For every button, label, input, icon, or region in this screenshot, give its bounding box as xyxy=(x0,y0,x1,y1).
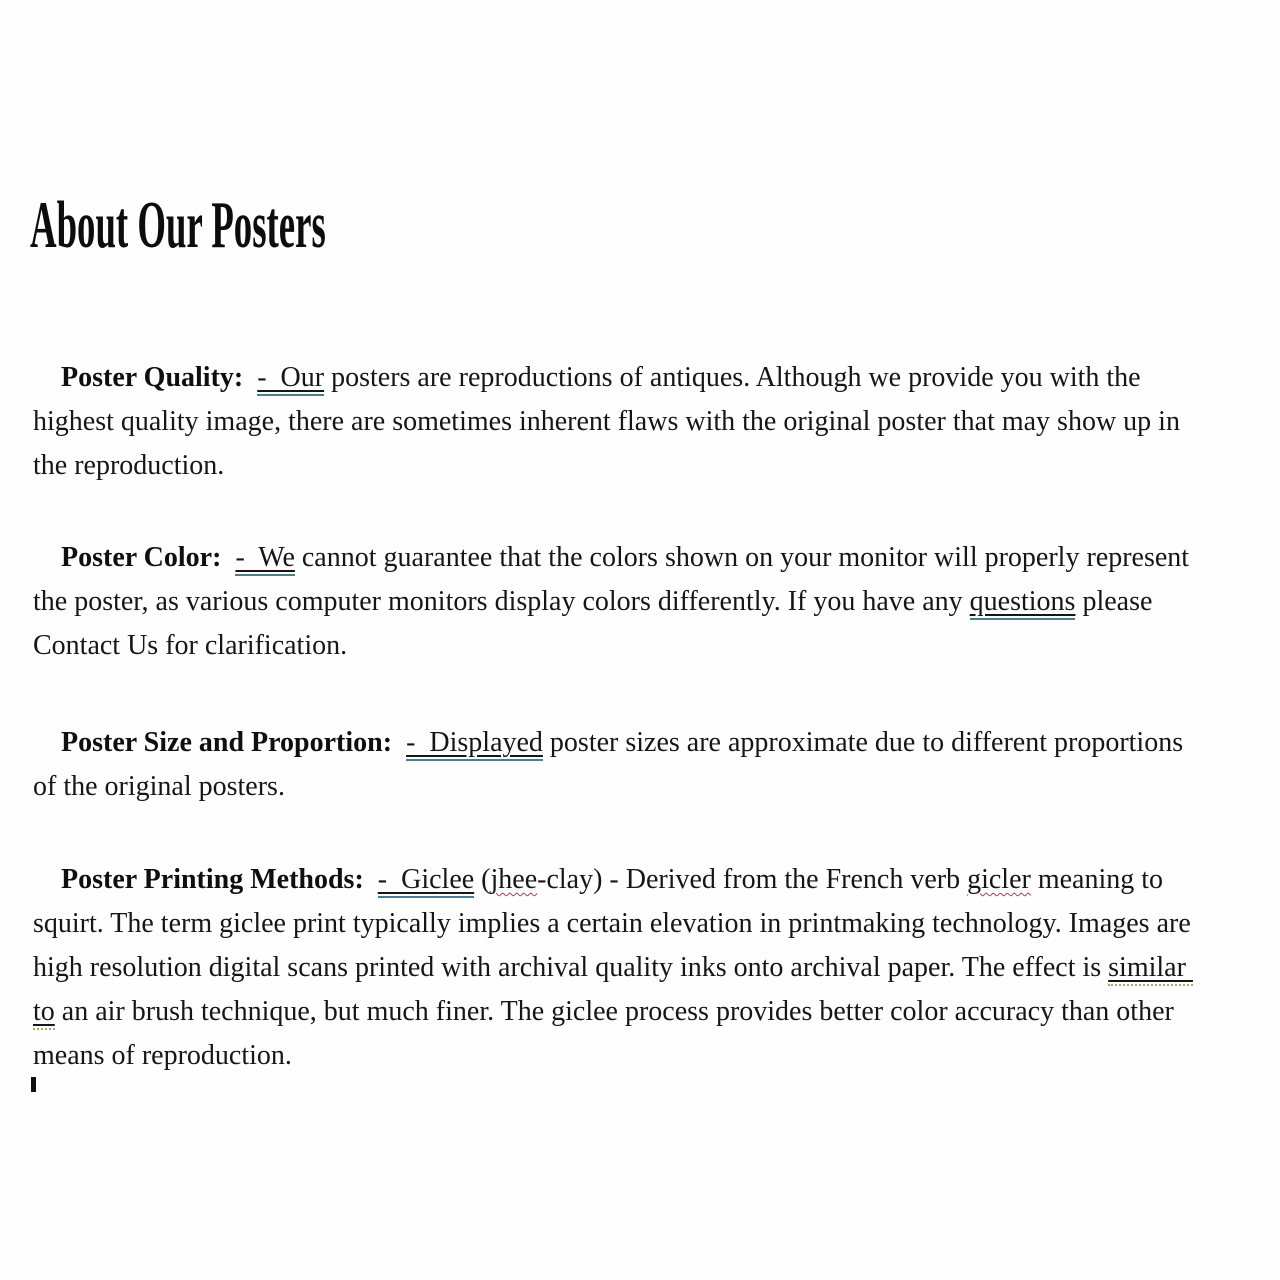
grammar-suggestion-similar-to: similar to xyxy=(33,952,1193,1030)
link-displayed[interactable]: - Displayed xyxy=(406,727,543,761)
spellcheck-word-gicler: gicler xyxy=(967,864,1031,895)
text-cursor xyxy=(31,1077,36,1092)
link-questions[interactable]: questions xyxy=(970,586,1076,620)
spacer xyxy=(392,727,406,758)
section-poster-printing-methods xyxy=(33,814,1213,1122)
page-title-text: About Our Posters xyxy=(30,187,326,262)
link-our[interactable]: - Our xyxy=(257,362,324,396)
link-giclee[interactable]: - Giclee xyxy=(378,864,474,898)
paragraph-text: posters are reproductions of antiques. Although we provide you with the highest quality image, there are sometimes inherent flaws with the original poster that may show up in the reproduction. xyxy=(33,362,1187,481)
spacer xyxy=(221,542,235,573)
spacer xyxy=(243,362,257,393)
paragraph-text: cannot guarantee that the colors shown on your monitor will properly represent the poster, as various computer monitors display colors differently. If you have any xyxy=(33,542,1197,617)
section-heading-poster-size-proportion: Poster Size and Proportion: xyxy=(61,727,393,758)
section-heading-poster-printing-methods: Poster Printing Methods: xyxy=(61,864,364,895)
paragraph-text: meaning to squirt. The term giclee print typically implies a certain elevation in printmaking technology. Images are high resolution digital scans printed with archival quality inks onto archival paper. The effect is xyxy=(33,864,1198,983)
link-we[interactable]: - We xyxy=(235,542,294,576)
paragraph-text: please Contact Us for clarification. xyxy=(33,586,1160,661)
spacer xyxy=(364,864,378,895)
page-title xyxy=(30,187,400,262)
section-heading-poster-quality: Poster Quality: xyxy=(61,362,244,393)
paragraph-text: an air brush technique, but much finer. The giclee process provides better color accuracy than other means of reproduction. xyxy=(33,996,1181,1071)
paragraph-text: ( xyxy=(474,864,491,895)
spellcheck-word-jhee: jhee xyxy=(490,864,538,895)
section-heading-poster-color: Poster Color: xyxy=(61,542,222,573)
paragraph-text: poster sizes are approximate due to different proportions of the original posters. xyxy=(33,727,1191,802)
paragraph-text: -clay) - Derived from the French verb xyxy=(537,864,968,895)
